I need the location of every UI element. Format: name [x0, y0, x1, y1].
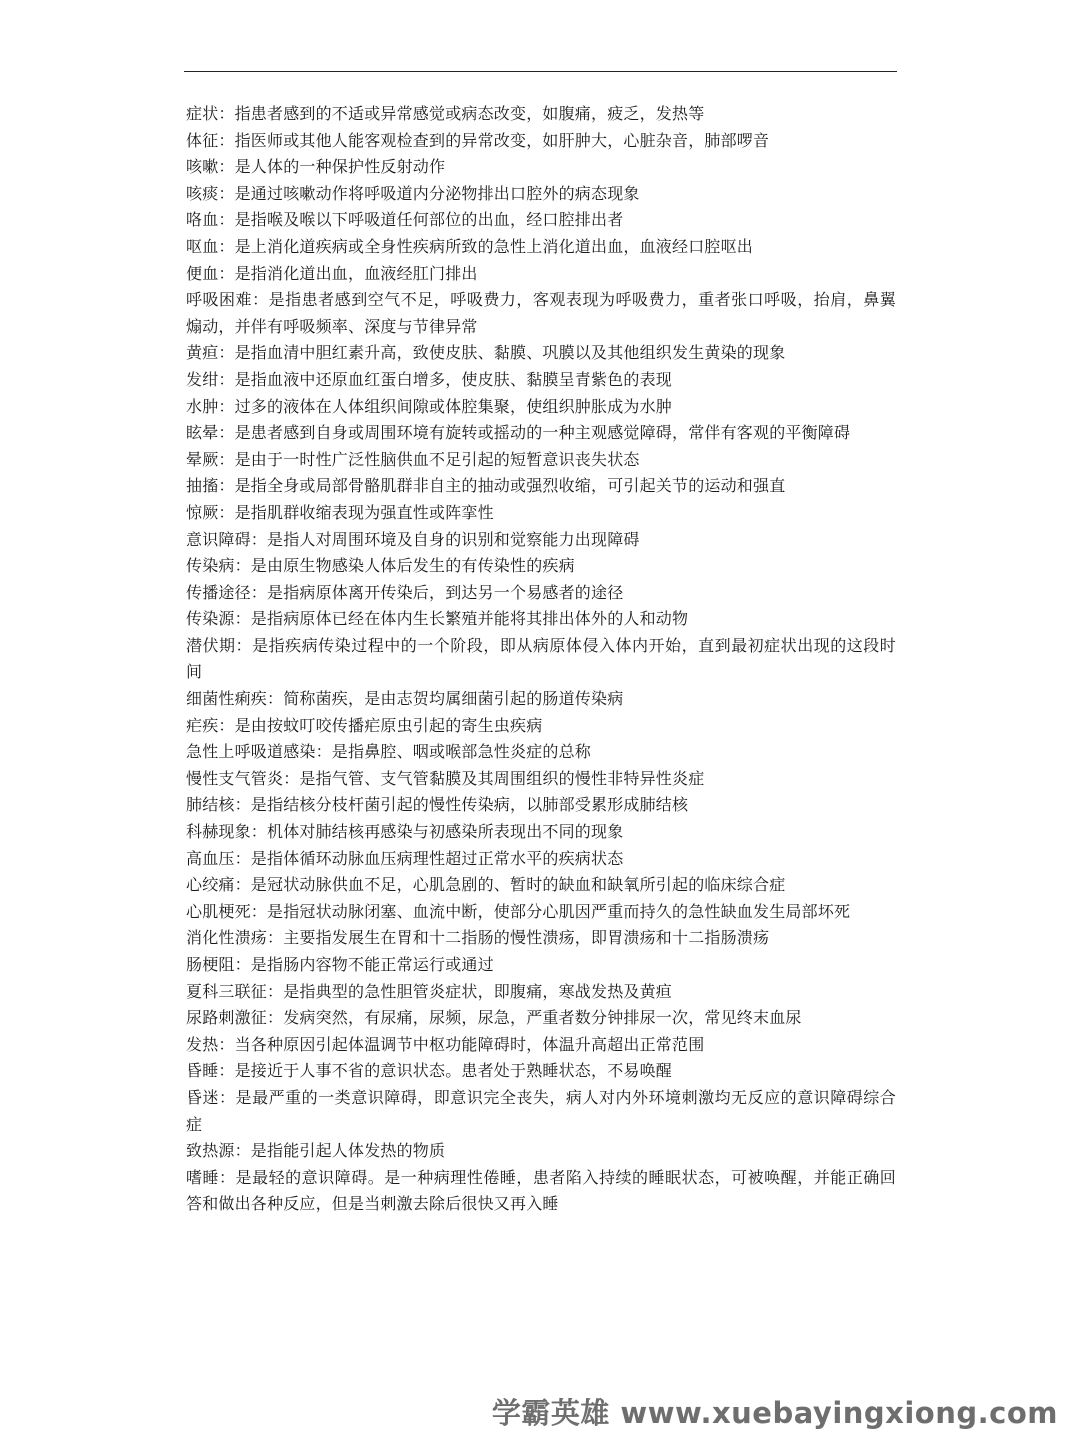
entry-coma: 昏迷：是最严重的一类意识障碍，即意识完全丧失，病人对内外环境刺激均无反应的意识障碍综合症 — [186, 1087, 896, 1134]
entry-hemoptysis: 咯血：是指喉及喉以下呼吸道任何部位的出血，经口腔排出者 — [186, 210, 624, 230]
entry-infectious-disease: 传染病：是由原生物感染人体后发生的有传染性的疾病 — [186, 556, 575, 576]
entry-symptom: 症状：指患者感到的不适或异常感觉或病态改变，如腹痛，疲乏，发热等 — [186, 104, 705, 123]
entry-chronic-bronchitis: 慢性支气管炎：是指气管、支气管黏膜及其周围组织的慢性非特异性炎症 — [186, 768, 705, 788]
entry-acute-uri: 急性上呼吸道感染：是指鼻腔、咽或喉部急性炎症的总称 — [186, 742, 592, 762]
entry-vertigo: 眩晕：是患者感到自身或周围环境有旋转或摇动的一种主观感觉障碍，常伴有客观的平衡障碍 — [186, 423, 851, 443]
entry-cyanosis: 发绀：是指血液中还原血红蛋白增多，使皮肤、黏膜呈青紫色的表现 — [186, 369, 673, 389]
entry-syncope: 晕厥：是由于一时性广泛性脑供血不足引起的短暂意识丧失状态 — [186, 449, 640, 469]
entry-bacillary-dysentery: 细菌性痢疾：简称菌疾，是由志贺均属细菌引起的肠道传染病 — [186, 689, 624, 709]
definitions-list — [186, 101, 896, 1218]
entry-tuberculosis: 肺结核：是指结核分枝杆菌引起的慢性传染病，以肺部受累形成肺结核 — [186, 795, 689, 815]
entry-koch-phenomenon: 科赫现象：机体对肺结核再感染与初感染所表现出不同的现象 — [186, 822, 624, 842]
entry-dyspnea: 呼吸困难：是指患者感到空气不足，呼吸费力，客观表现为呼吸费力，重者张口呼吸，抬肩，鼻翼煽动，并伴有呼吸频率、深度与节律异常 — [186, 290, 896, 336]
entry-incubation-period: 潜伏期：是指疾病传染过程中的一个阶段，即从病原体侵入体内开始，直到最初症状出现的这段时间 — [186, 635, 896, 682]
entry-sign: 体征：指医师或其他人能客观检查到的异常改变，如肝肿大，心脏杂音，肺部啰音 — [186, 130, 770, 150]
entry-pyrogen: 致热源：是指能引起人体发热的物质 — [186, 1141, 446, 1161]
entry-charcot-triad: 夏科三联征：是指典型的急性胆管炎症状，即腹痛，寒战发热及黄疸 — [186, 981, 673, 1001]
entry-intestinal-obstruction: 肠梗阻：是指肠内容物不能正常运行或通过 — [186, 955, 494, 974]
footer-watermark: 学霸英雄 www.xuebayingxiong.com — [491, 1396, 1058, 1430]
entry-edema: 水肿：过多的液体在人体组织间隙或体腔集聚，使组织肿胀成为水肿 — [186, 396, 673, 416]
entry-urinary-irritation: 尿路刺激征：发病突然，有尿痛，尿频，尿急，严重者数分钟排尿一次，常见终末血尿 — [186, 1008, 802, 1028]
entry-consciousness-disorder: 意识障碍：是指人对周围环境及自身的识别和觉察能力出现障碍 — [186, 529, 640, 549]
entry-convulsion: 惊厥：是指肌群收缩表现为强直性或阵挛性 — [186, 502, 494, 522]
entry-jaundice: 黄疸：是指血清中胆红素升高，致使皮肤、黏膜、巩膜以及其他组织发生黄染的现象 — [186, 343, 786, 363]
entry-somnolence: 嗜睡：是最轻的意识障碍。是一种病理性倦睡，患者陷入持续的睡眠状态，可被唤醒，并能正确回答和做出各种反应，但是当刺激去除后很快又再入睡 — [186, 1167, 896, 1214]
entry-hematemesis: 呕血：是上消化道疾病或全身性疾病所致的急性上消化道出血，血液经口腔呕出 — [186, 236, 754, 256]
entry-malaria: 疟疾：是由按蚊叮咬传播疟原虫引起的寄生虫疾病 — [186, 715, 543, 735]
entry-myocardial-infarction: 心肌梗死：是指冠状动脉闭塞、血流中断，使部分心肌因严重而持久的急性缺血发生局部坏死 — [186, 901, 851, 921]
entry-angina: 心绞痛：是冠状动脉供血不足，心肌急剧的、暂时的缺血和缺氧所引起的临床综合症 — [186, 875, 786, 895]
entry-cough: 咳嗽：是人体的一种保护性反射动作 — [186, 157, 446, 177]
entry-expectoration: 咳痰：是通过咳嗽动作将呼吸道内分泌物排出口腔外的病态现象 — [186, 183, 640, 203]
entry-tic: 抽搐：是指全身或局部骨骼肌群非自主的抽动或强烈收缩，可引起关节的运动和强直 — [186, 476, 786, 496]
entry-infection-source: 传染源：是指病原体已经在体内生长繁殖并能将其排出体外的人和动物 — [186, 609, 689, 629]
entry-hematochezia: 便血：是指消化道出血，血液经肛门排出 — [186, 263, 478, 283]
entry-transmission-route: 传播途径：是指病原体离开传染后，到达另一个易感者的途径 — [186, 582, 624, 602]
entry-fever: 发热：当各种原因引起体温调节中枢功能障碍时，体温升高超出正常范围 — [186, 1034, 705, 1054]
entry-peptic-ulcer: 消化性溃疡：主要指发展生在胃和十二指肠的慢性溃疡，即胃溃疡和十二指肠溃疡 — [186, 928, 770, 948]
header-rule — [184, 71, 897, 72]
entry-hypertension: 高血压：是指体循环动脉血压病理性超过正常水平的疾病状态 — [186, 848, 624, 868]
entry-lethargy: 昏睡：是接近于人事不省的意识状态。患者处于熟睡状态，不易唤醒 — [186, 1061, 673, 1081]
